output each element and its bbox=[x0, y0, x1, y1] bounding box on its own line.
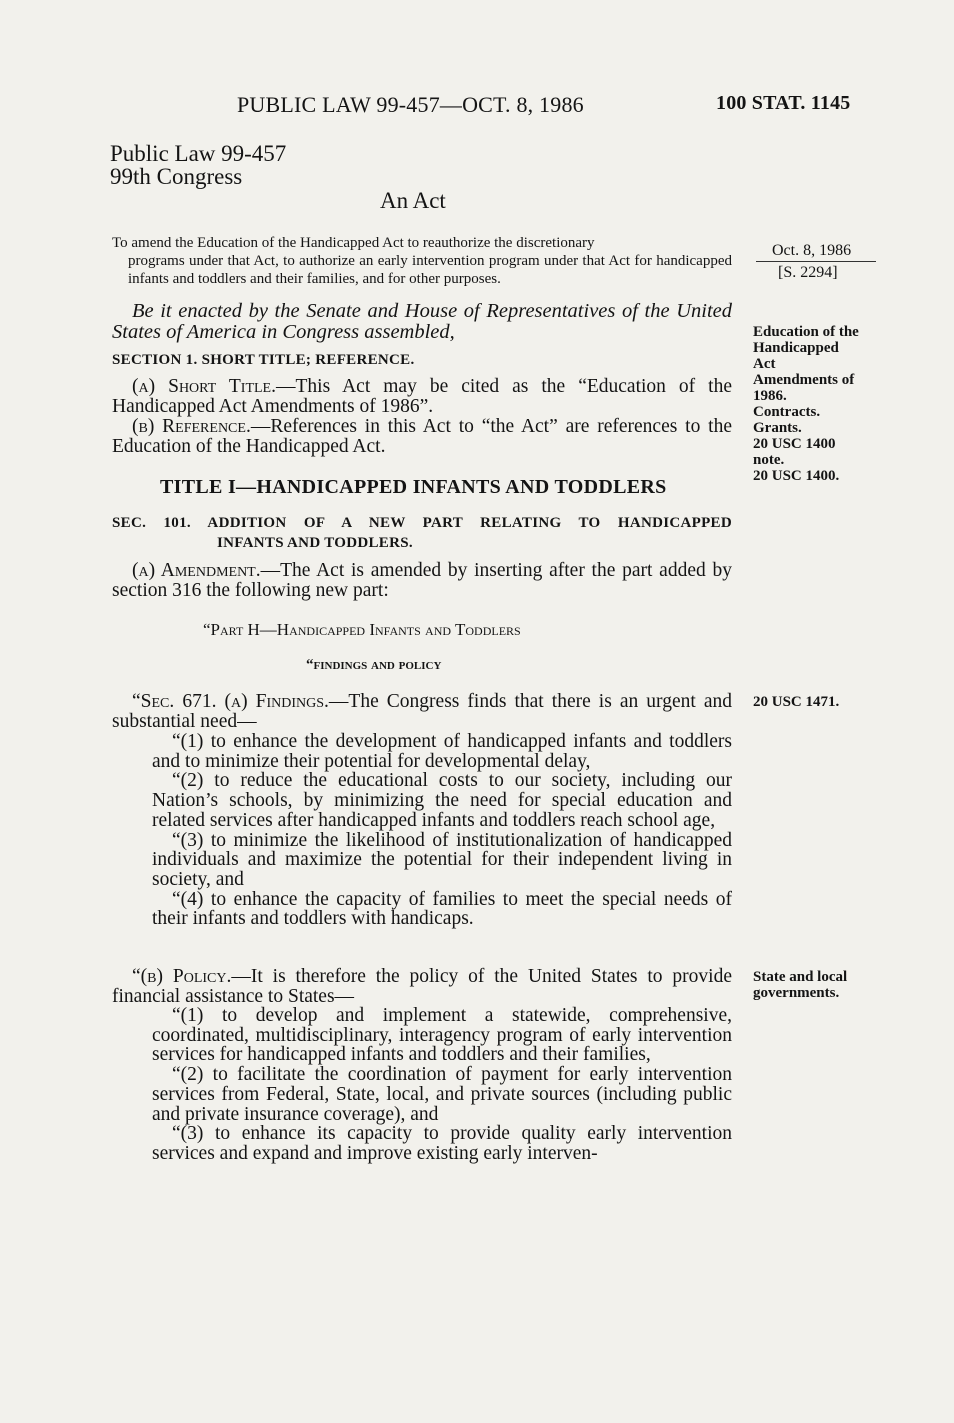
summary-rest: programs under that Act, to authorize an early intervention program under that Act for handicapped infants and toddlers and their families, and for other purposes. bbox=[128, 253, 732, 287]
sec-101-heading-line-1: SEC. 101. ADDITION OF A NEW PART RELATING TO HANDICAPPED bbox=[112, 515, 732, 531]
margin-rule bbox=[756, 261, 876, 262]
sec-101-a-text: —The Act is amended by inserting after the part added by section 316 the following new part: bbox=[112, 560, 732, 601]
section-1-a-text: —This Act may be cited as the “Education of the Handicapped Act Amendments of 1986”. bbox=[112, 376, 733, 417]
section-1-b bbox=[112, 417, 732, 456]
sec-671-policy bbox=[112, 967, 732, 1006]
margin-note-line: governments. bbox=[753, 985, 840, 1001]
margin-usc-1471: 20 USC 1471. bbox=[753, 694, 840, 710]
sec-671-findings-text: —The Congress finds that there is an urgent and substantial need— bbox=[112, 691, 732, 732]
public-law-number: Public Law 99-457 bbox=[110, 141, 287, 166]
margin-note-line: Amendments of bbox=[753, 372, 855, 388]
section-1-b-label: (b) Reference. bbox=[132, 416, 251, 437]
margin-note-line: 20 USC 1400. bbox=[753, 468, 840, 484]
act-summary bbox=[112, 234, 732, 288]
finding-item: “(3) to minimize the likelihood of institutionalization of handicapped individuals and maximize the potential for their independent living in society, and bbox=[152, 829, 732, 890]
sec-671-intro bbox=[112, 692, 732, 731]
policy-item: “(3) to enhance its capacity to provide quality early intervention services and expand and improve existing early interven- bbox=[152, 1123, 732, 1164]
part-h-subheading: “findings and policy bbox=[306, 657, 442, 673]
running-title: PUBLIC LAW 99-457—OCT. 8, 1986 bbox=[237, 92, 584, 117]
sec-671-policy-label: “(b) Policy. bbox=[132, 966, 232, 987]
act-heading: An Act bbox=[380, 188, 446, 213]
policy-list bbox=[152, 1006, 732, 1164]
part-h-heading: “Part H—Handicapped Infants and Toddlers bbox=[203, 620, 521, 639]
enacting-clause: Be it enacted by the Senate and House of Representatives of the United States of America in Congress assembled, bbox=[112, 300, 732, 343]
margin-note-line: Education of the bbox=[753, 324, 859, 340]
section-1-heading: SECTION 1. SHORT TITLE; REFERENCE. bbox=[112, 352, 415, 368]
sec-101-heading-line-2: INFANTS AND TODDLERS. bbox=[217, 535, 413, 551]
sec-101-a-label: (a) Amendment. bbox=[132, 560, 261, 581]
margin-date: Oct. 8, 1986 bbox=[772, 242, 852, 259]
sec-671-findings-label: “Sec. 671. (a) Findings. bbox=[132, 691, 329, 712]
margin-bill: [S. 2294] bbox=[778, 264, 838, 281]
margin-note-line: State and local bbox=[753, 969, 848, 985]
finding-item: “(2) to reduce the educational costs to our society, including our Nation’s schools, by minimizing the need for special education and related services after handicapped infants and toddlers reach school age, bbox=[152, 770, 732, 831]
title-1-heading: TITLE I—HANDICAPPED INFANTS AND TODDLERS bbox=[160, 476, 667, 498]
policy-item: “(2) to facilitate the coordination of payment for early intervention services from Federal, State, local, and private sources (including public and private insurance coverage), and bbox=[152, 1064, 732, 1125]
stat-reference: 100 STAT. 1145 bbox=[716, 92, 851, 114]
finding-item: “(4) to enhance the capacity of families to meet the special needs of their infants and toddlers with handicaps. bbox=[152, 888, 732, 930]
margin-note-line: Contracts. bbox=[753, 404, 821, 420]
findings-list bbox=[152, 732, 732, 929]
section-1-a bbox=[112, 377, 732, 416]
margin-note-line: note. bbox=[753, 452, 785, 468]
margin-note-line: Grants. bbox=[753, 420, 802, 436]
sec-101-a bbox=[112, 561, 732, 600]
margin-note-line: 20 USC 1400 bbox=[753, 436, 836, 452]
margin-note-line: Handicapped bbox=[753, 340, 839, 356]
margin-note-line: 1986. bbox=[753, 388, 787, 404]
finding-item: “(1) to enhance the development of handicapped infants and toddlers and to minimize their potential for developmental delay, bbox=[152, 731, 732, 772]
margin-note-line: Act bbox=[753, 356, 776, 372]
summary-line-1: To amend the Education of the Handicapped Act to reauthorize the discretionary bbox=[112, 235, 595, 251]
policy-item: “(1) to develop and implement a statewide, comprehensive, coordinated, multidisciplinary, interagency program of early intervention services for handicapped infants and toddlers and their families, bbox=[152, 1005, 732, 1066]
section-1-b-text: —References in this Act to “the Act” are references to the Education of the Handicapped Act. bbox=[112, 416, 732, 457]
margin-state-local bbox=[753, 969, 847, 1001]
sec-671-policy-text: —It is therefore the policy of the United States to provide financial assistance to States— bbox=[112, 966, 732, 1007]
congress-number: 99th Congress bbox=[110, 164, 243, 189]
section-1-a-label: (a) Short Title. bbox=[132, 376, 276, 397]
margin-note-short-title bbox=[753, 324, 883, 484]
